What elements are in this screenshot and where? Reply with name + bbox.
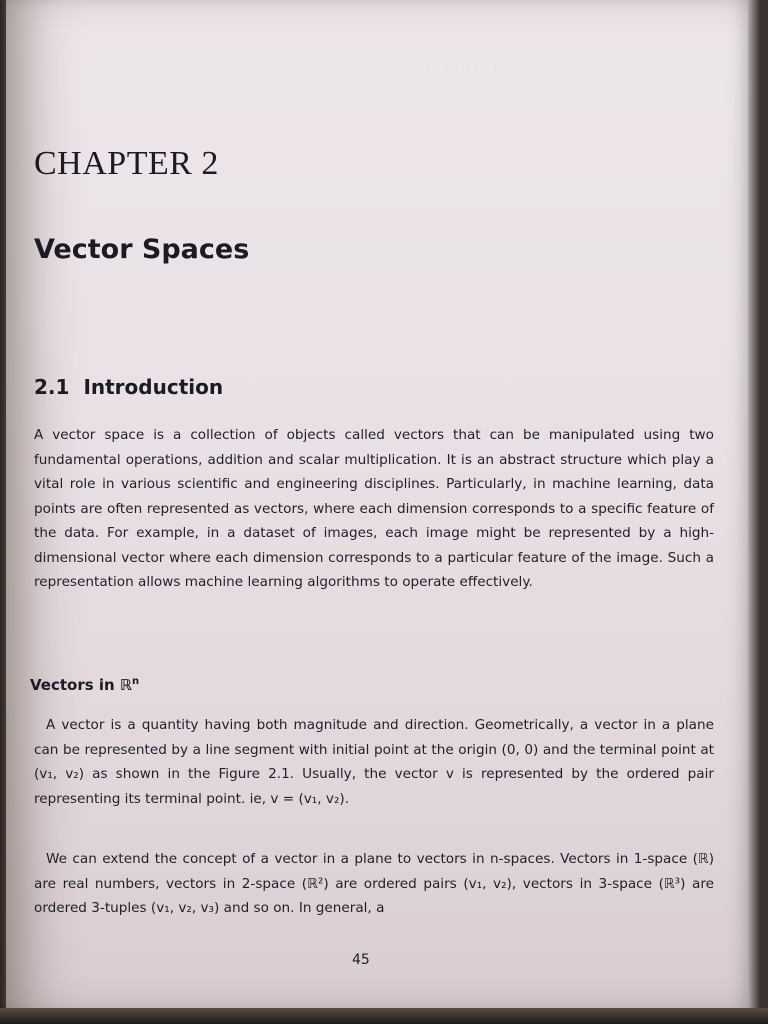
subsection-superscript: n (131, 676, 140, 687)
body-paragraph-2: We can extend the concept of a vector in a plane to vectors in n-spaces. Vectors in 1-space (ℝ) are real numbers, vectors in 2-space (ℝ²) are ordered pairs (v₁, v₂), vectors in 3-space (ℝ³) are ordered 3-tuples (v₁, v₂, v₃) and so on. In general, a (34, 851, 714, 916)
body-paragraph-1: A vector is a quantity having both magnitude and direction. Geometrically, a vector in a plane can be represented by a line segment with initial point at the origin (0, 0) and the terminal point at (v₁, v₂) as shown in the Figure 2.1. Usually, the vector v is represented by the ordered pair representing its terminal point. ie, v = (v₁, v₂). (34, 717, 714, 807)
chapter-label: CHAPTER 2 (34, 145, 219, 182)
section-heading (34, 375, 223, 399)
subsection-title: Vectors in ℝ (30, 676, 132, 694)
chapter-title: Vector Spaces (34, 234, 250, 265)
book-page (6, 0, 748, 1010)
table-edge (0, 1008, 768, 1024)
page-number: 45 (352, 952, 370, 968)
section-number: 2.1 (34, 375, 70, 399)
bleed-through-text: · · · · · · · · (426, 58, 498, 76)
section-title: Introduction (83, 375, 224, 399)
subsection-heading (30, 676, 139, 694)
intro-paragraph: A vector space is a collection of objects called vectors that can be manipulated using two fundamental operations, addition and scalar multiplication. It is an abstract structure which play a vital role in various scientific and engineering disciplines. Particularly, in machine learning, data points are often represented as vectors, where each dimension corresponds to a specific feature of the data. For example, in a dataset of images, each image might be represented by a high-dimensional vector where each dimension corresponds to a particular feature of the image. Such a representation allows machine learning algorithms to operate effectively. (34, 427, 714, 590)
